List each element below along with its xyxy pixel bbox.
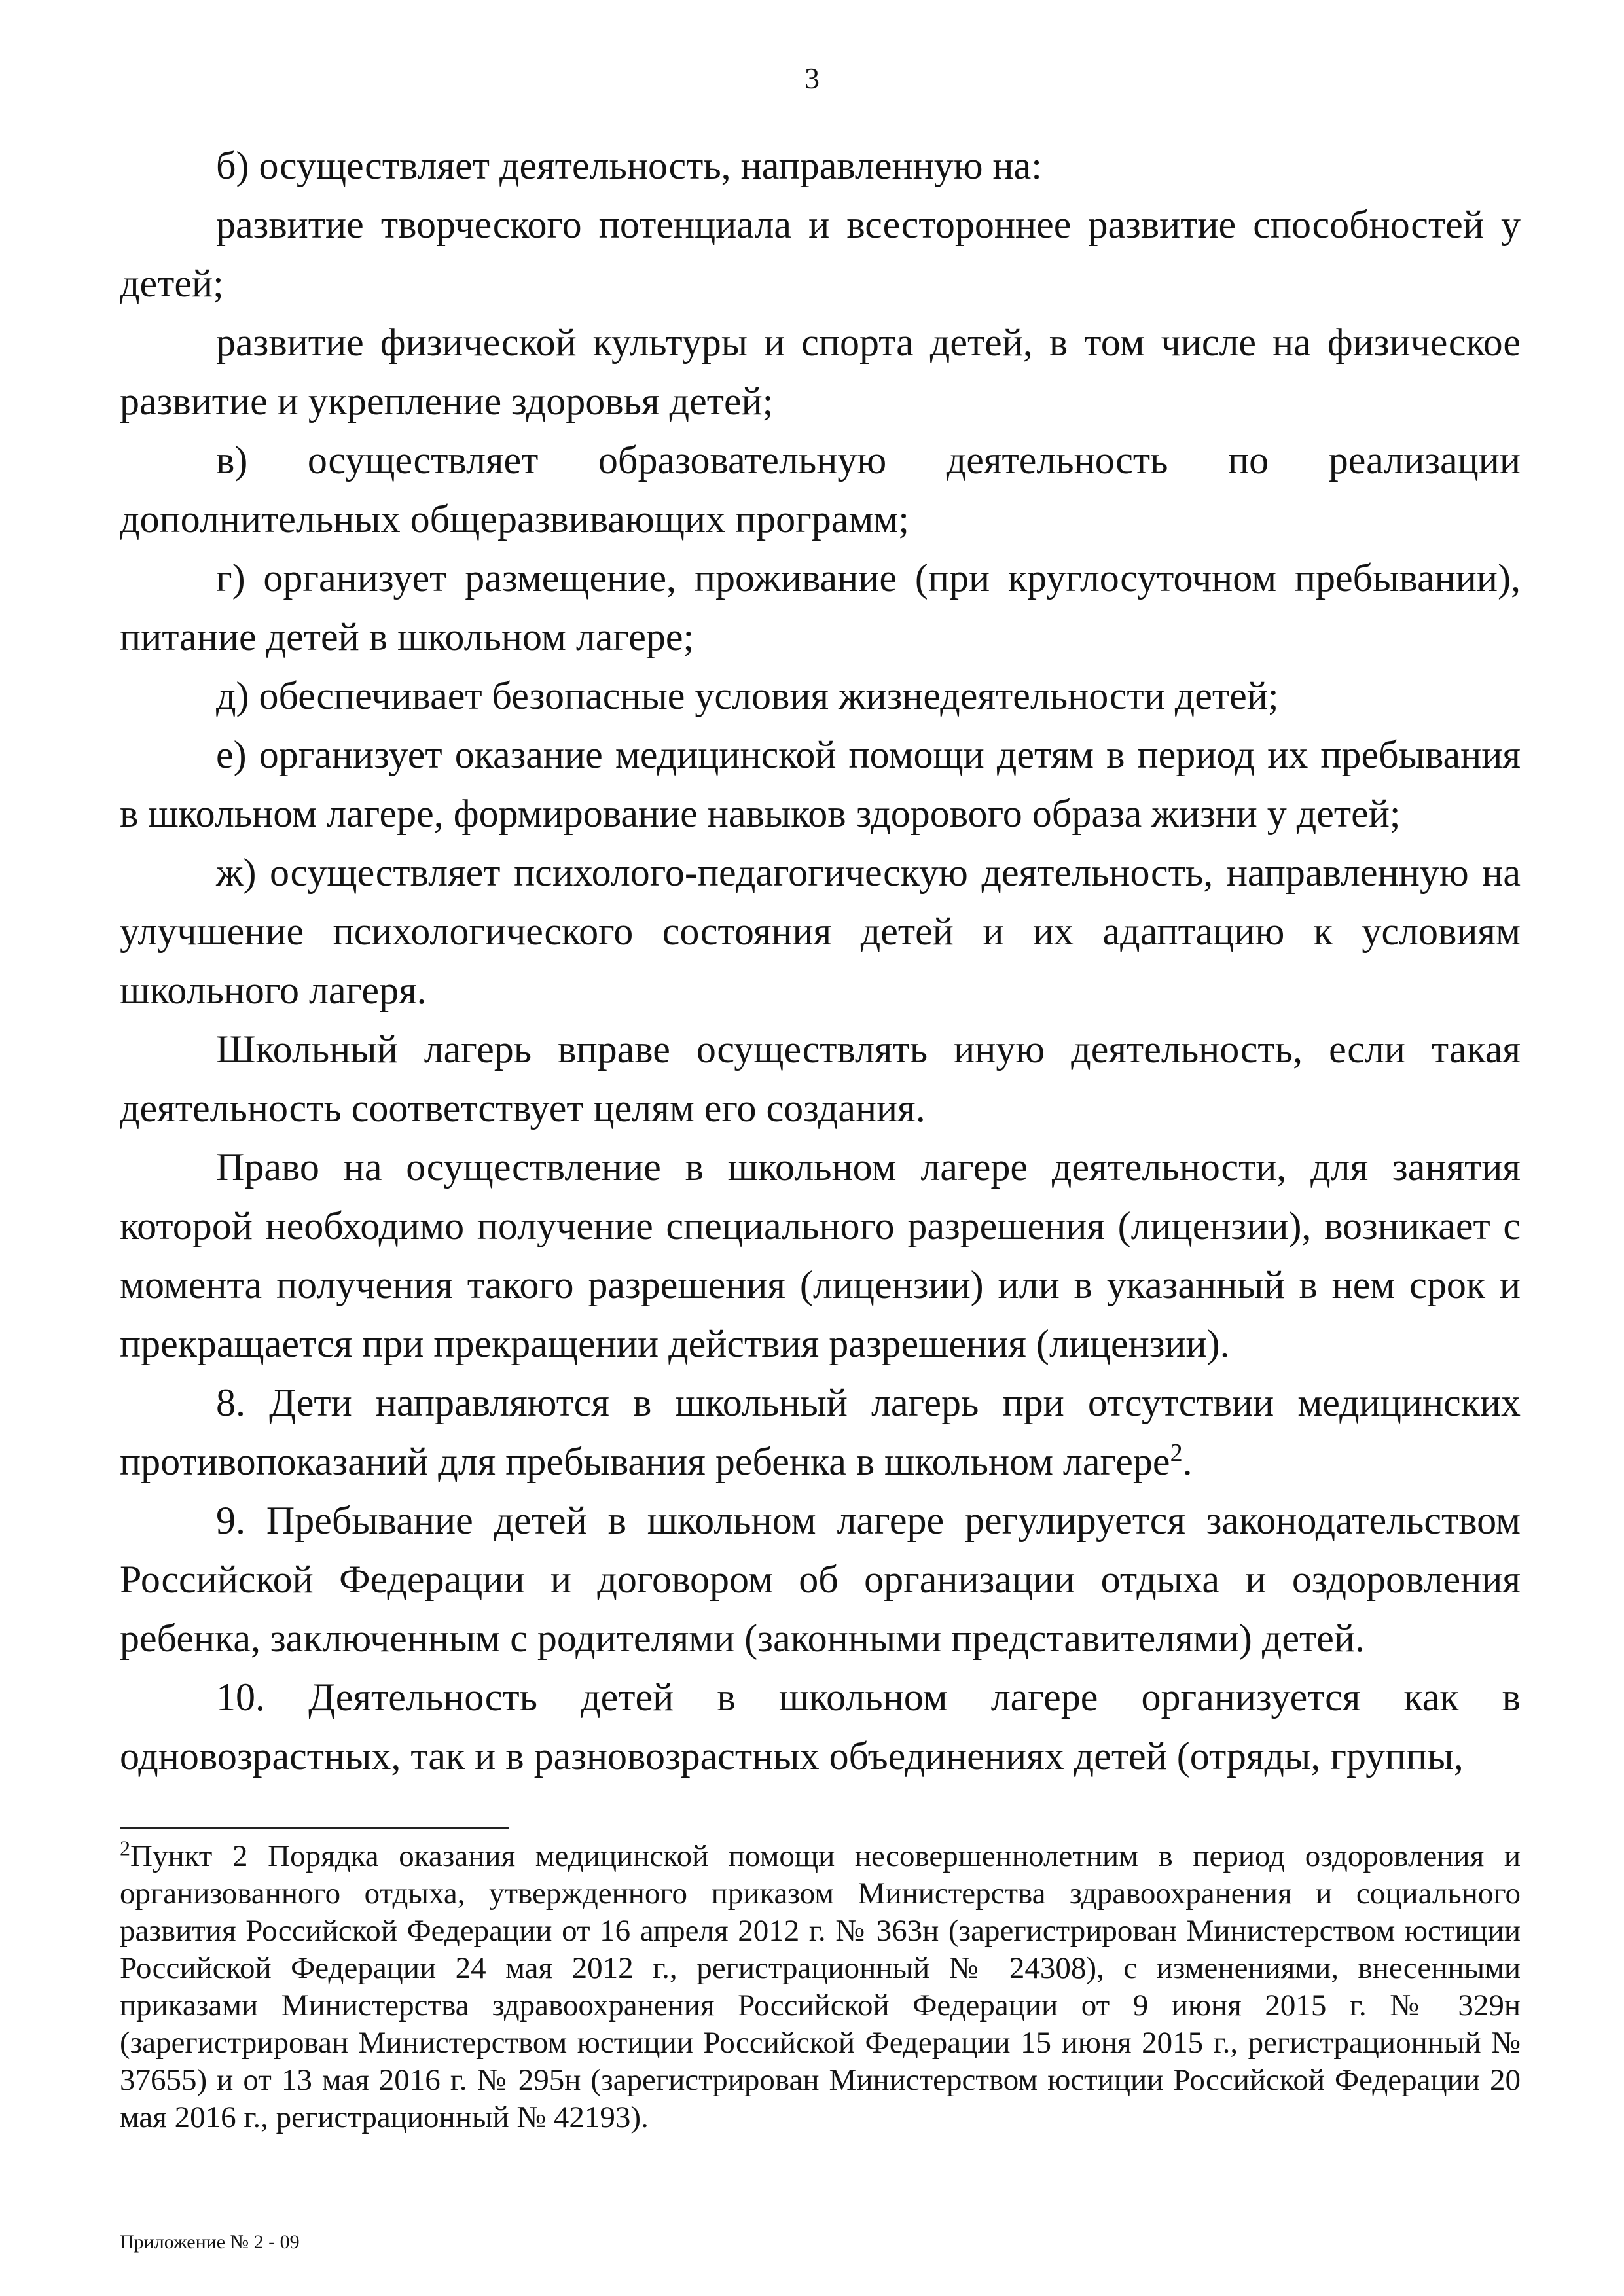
paragraph-b: б) осуществляет деятельность, направленную на: [216, 144, 1042, 187]
paragraph-8 [120, 1373, 1521, 1491]
footnote-text: Пункт 2 Порядка оказания медицинской помощи несовершеннолетним в период оздоровления и организованного отдыха, утвержденного приказом Министерства здравоохранения и социального развития Российской Федерации от 16 апреля 2012 г. № 363н (зарегистрирован Министерством юстиции Российской Федерации 24 мая 2012 г., регистрационный № 24308), с изменениями, внесенными приказами Министерства здравоохранения Российской Федерации от 9 июня 2015 г. № 329н (зарегистрирован Министерством юстиции Российской Федерации 15 июня 2015 г., регистрационный № 37655) и от 13 мая 2016 г. № 295н (зарегистрирован Министерством юстиции Российской Федерации 20 мая 2016 г., регистрационный № 42193). [120, 1839, 1521, 2134]
document-body [120, 136, 1521, 1785]
paragraph-v: в) осуществляет образовательную деятельность по реализации дополнительных общеразвивающих программ; [120, 439, 1521, 541]
paragraph-zh: ж) осуществляет психолого-педагогическую деятельность, направленную на улучшение психологического состояния детей и их адаптацию к условиям школьного лагеря. [120, 851, 1521, 1012]
footnote-separator [120, 1827, 509, 1829]
page-footer: Приложение № 2 - 09 [120, 2231, 300, 2253]
paragraph-10: 10. Деятельность детей в школьном лагере организуется как в одновозрастных, так и в разновозрастных объединениях детей (отряды, группы, [120, 1676, 1521, 1778]
footnote-reference[interactable]: 2 [1170, 1439, 1183, 1467]
footnote-marker: 2 [120, 1836, 130, 1860]
paragraph-d: д) обеспечивает безопасные условия жизнедеятельности детей; [216, 674, 1279, 717]
paragraph-8-end: . [1182, 1440, 1193, 1483]
paragraph-g: г) организует размещение, проживание (при круглосуточном пребывании), питание детей в школьном лагере; [120, 556, 1521, 658]
paragraph-physical-culture: развитие физической культуры и спорта детей, в том числе на физическое развитие и укрепление здоровья детей; [120, 321, 1521, 423]
paragraph-license-right: Право на осуществление в школьном лагере деятельности, для занятия которой необходимо получение специального разрешения (лицензии), возникает с момента получения такого разрешения (лицензии) или в указанный в нем срок и прекращается при прекращении действия разрешения (лицензии). [120, 1145, 1521, 1365]
paragraph-9: 9. Пребывание детей в школьном лагере регулируется законодательством Российской Федерации и договором об организации отдыха и оздоровления ребенка, заключенным с родителями (законными представителями) детей. [120, 1499, 1521, 1660]
paragraph-other-activity: Школьный лагерь вправе осуществлять иную деятельность, если такая деятельность соответствует целям его создания. [120, 1028, 1521, 1130]
paragraph-creative-development: развитие творческого потенциала и всестороннее развитие способностей у детей; [120, 203, 1521, 305]
page-number: 3 [804, 62, 820, 95]
footnote [120, 1838, 1521, 2136]
paragraph-e: е) организует оказание медицинской помощи детям в период их пребывания в школьном лагере, формирование навыков здорового образа жизни у детей; [120, 733, 1521, 835]
paragraph-8-text: 8. Дети направляются в школьный лагерь при отсутствии медицинских противопоказаний для пребывания ребенка в школьном лагере [120, 1381, 1521, 1483]
